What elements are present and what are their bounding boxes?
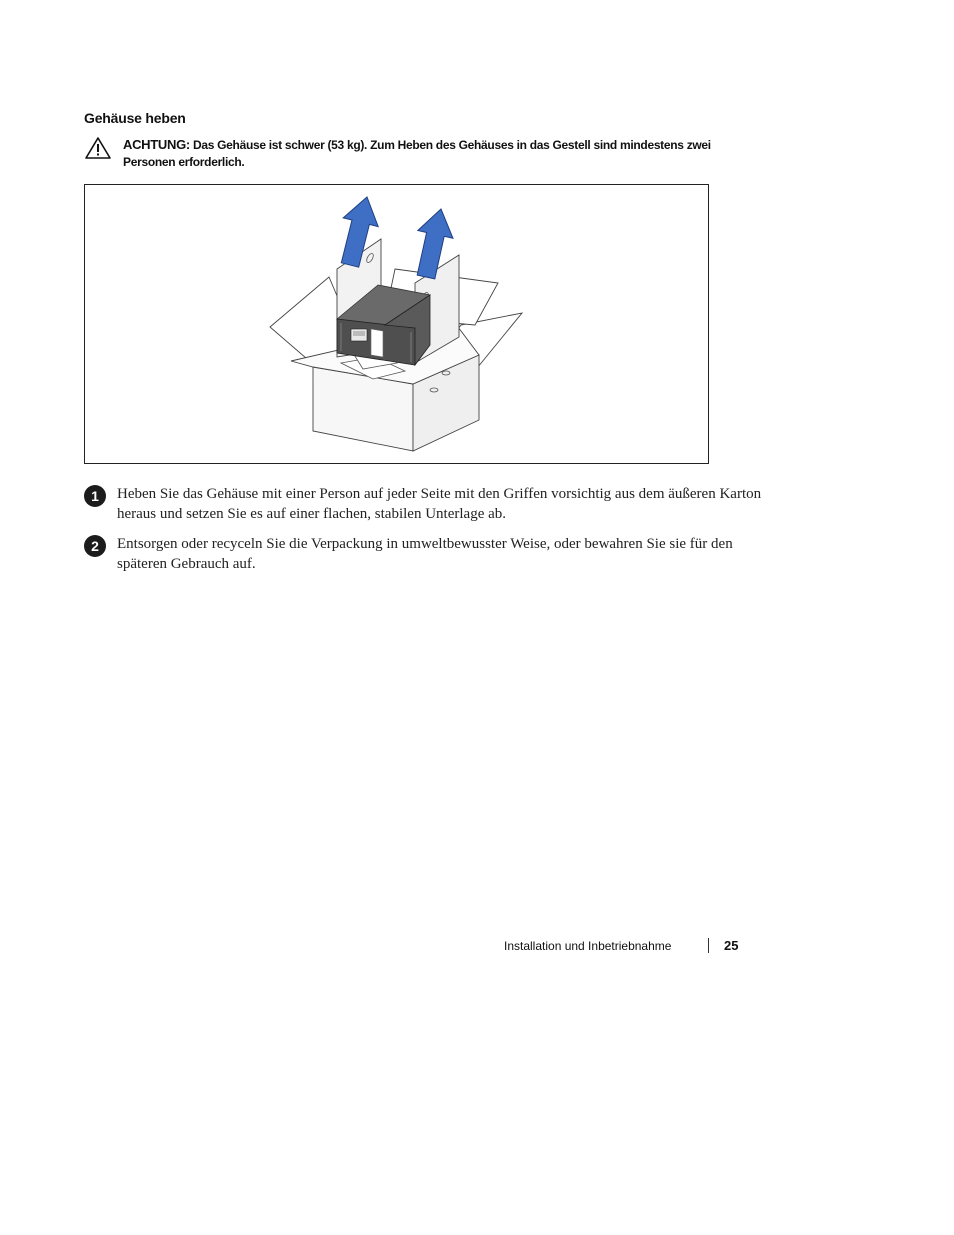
box-unpacking-drawing [85,185,708,463]
lifting-illustration [84,184,709,464]
warning-message: Das Gehäuse ist schwer (53 kg). Zum Heben des Gehäuses in das Gestell sind mindestens zwei Personen erforderlich. [123,138,711,169]
step-number-badge: 1 [84,485,106,507]
footer-section-name: Installation und Inbetriebnahme [504,939,672,953]
footer-divider [708,938,709,953]
warning-notice [123,136,763,171]
step-text: Heben Sie das Gehäuse mit einer Person auf jeder Seite mit den Griffen vorsichtig aus dem äußeren Karton heraus und setzen Sie es auf einer flachen, stabilen Unterlage ab. [117,486,762,522]
warning-triangle-icon [84,136,112,160]
page-number: 25 [724,938,739,953]
step-number-badge: 2 [84,535,106,557]
section-heading: Gehäuse heben [84,110,186,126]
step-text: Entsorgen oder recyceln Sie die Verpackung in umweltbewusster Weise, oder bewahren Sie sie für den späteren Gebrauch auf. [117,536,733,572]
warning-label: ACHTUNG: [123,137,190,152]
